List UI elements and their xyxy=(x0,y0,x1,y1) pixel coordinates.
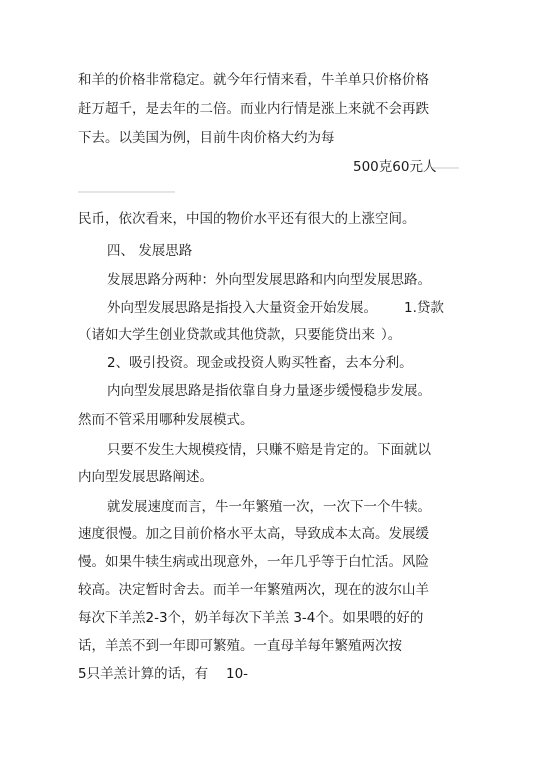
text-line: 较高。决定暂时舍去。而羊一年繁殖两次，现在的波尔山羊 xyxy=(78,582,429,598)
text-line: 1.贷款 xyxy=(404,300,444,316)
text-line: 10- xyxy=(226,666,249,682)
faint-watermark-text: ▔▔▔▔▔ xyxy=(432,168,459,176)
text-line: 2、吸引投资。现金或投资人购买牲畜，去本分利。 xyxy=(107,355,413,371)
text-line: 只要不发生大规模疫情，只赚不赔是肯定的。下面就以 xyxy=(107,442,431,458)
text-line: 赶万超千，是去年的二倍。而业内行情是涨上来就不会再跌 xyxy=(78,101,429,117)
text-line: 内向型发展思路是指依靠自身力量逐步缓慢稳步发展。 xyxy=(107,383,431,399)
text-line: 速度很慢。加之目前价格水平太高，导致成本太高。发展缓 xyxy=(78,526,429,542)
text-line: 和羊的价格非常稳定。就今年行情来看，牛羊单只价格价格 xyxy=(78,72,429,88)
text-line: ）。 xyxy=(381,327,402,343)
text-line: 民币，依次看来，中国的物价水平还有很大的上涨空间。 xyxy=(78,211,416,227)
text-line: 下去。以美国为例，目前牛肉价格大约为每 xyxy=(78,130,335,146)
text-line: 发展思路分两种：外向型发展思路和内向型发展思路。 xyxy=(107,272,431,288)
text-line: （诸如大学生创业贷款或其他贷款，只要能贷出来 xyxy=(78,327,375,343)
text-line: 话，羊羔不到一年即可繁殖。一直母羊每年繁殖两次按 xyxy=(78,638,402,654)
text-line: 内向型发展思路阐述。 xyxy=(78,469,213,485)
text-line: 就发展速度而言，牛一年繁殖一次，一次下一个牛犊。 xyxy=(107,499,431,515)
text-line: 每次下羊羔2-3个，奶羊每次下羊羔 3-4个。如果喂的好的 xyxy=(78,610,424,626)
text-line: 5只羊羔计算的话，有 xyxy=(78,666,209,682)
text-line: 然而不管采用哪种发展模式。 xyxy=(78,412,254,428)
text-line: 外向型发展思路是指投入大量资金开始发展。 xyxy=(107,300,377,316)
section-heading: 四、 发展思路 xyxy=(107,243,193,259)
text-line: 500克60元人 xyxy=(353,159,437,175)
text-line: 慢。如果牛犊生病或出现意外，一年几乎等于白忙活。风险 xyxy=(78,554,429,570)
faint-watermark-text: ▔▔▔▔▔▔▔▔▔▔▔▔▔▔▔▔▔▔ xyxy=(78,192,175,200)
